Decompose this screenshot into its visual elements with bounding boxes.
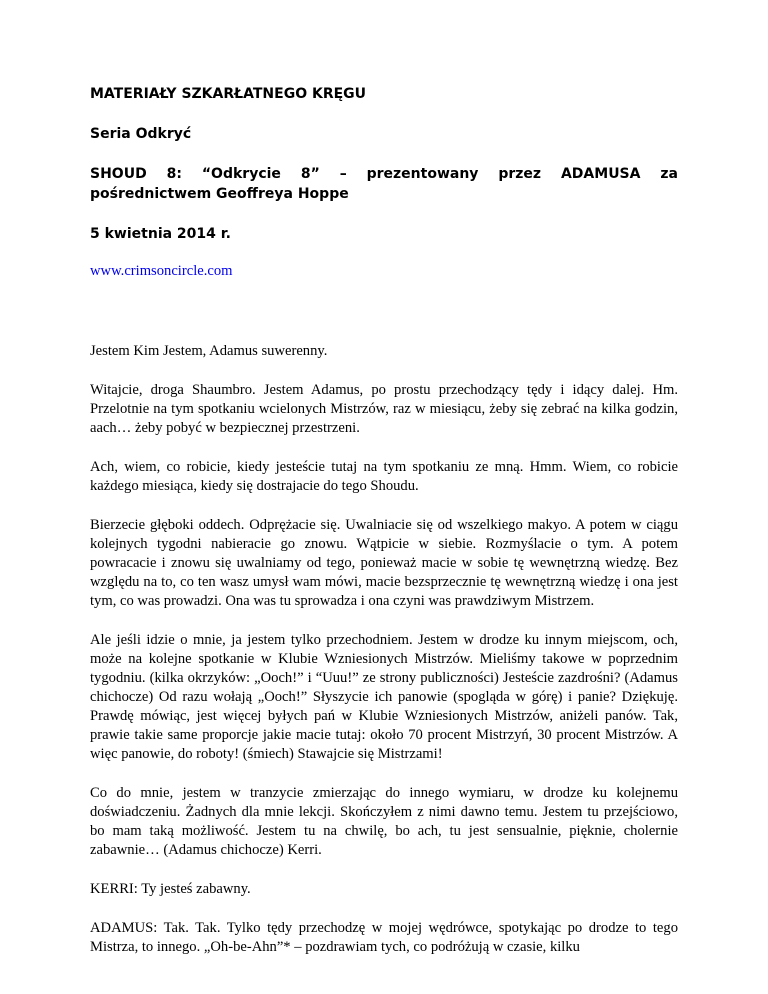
paragraph: Bierzecie głęboki oddech. Odprężacie się. Uwalniacie się od wszelkiego makyo. A potem w ciągu kolejnych tygodni nabieracie go znowu. Wątpicie w siebie. Rozmyślacie o tym. A potem powracacie i znowu się uwalniamy od tego, ponieważ macie w sobie tę wewnętrzną wiedzę. Bez względu na to, co ten wasz umysł wam mówi, macie bezsprzecznie tę wewnętrzną wiedzę i ona jest tym, co was prowadzi. Ona was tu sprowadza i ona czyni was prawdziwym Mistrzem. <box>90 517 678 609</box>
paragraph: KERRI: Ty jesteś zabawny. <box>90 881 251 897</box>
paragraph: ADAMUS: Tak. Tak. Tylko tędy przechodzę w mojej wędrówce, spotykając po drodze to tego Mistrza, to innego. „Oh-be-Ahn”* – pozdrawiam tych, co podróżują w czasie, kilku <box>90 920 678 955</box>
website-link[interactable]: www.crimsoncircle.com <box>90 263 233 279</box>
paragraph: Ale jeśli idzie o mnie, ja jestem tylko przechodniem. Jestem w drodze ku innym miejscom, och, może na kolejne spotkanie w Klubie Wzniesionych Mistrzów. Mieliśmy takowe w poprzednim tygodniu. (kilka okrzyków: „Ooch!” i “Uuu!” ze strony publiczności) Jesteście zazdrośni? (Adamus chichocze) Od razu wołają „Ooch!” Słyszycie ich panowie (spogląda w górę) i panie? Dziękuję. Prawdę mówiąc, jest więcej byłych pań w Klubie Wzniesionych Mistrzów, aniżeli panów. Tak, prawie takie same proporcje jakie macie tutaj: około 70 procent Mistrzyń, 30 procent Mistrzów. A więc panowie, do roboty! (śmiech) Stawajcie się Mistrzami! <box>90 632 678 762</box>
paragraph: Witajcie, droga Shaumbro. Jestem Adamus, po prostu przechodzący tędy i idący dalej. Hm. Przelotnie na tym spotkaniu wcielonych Mistrzów, raz w miesiącu, żeby się zebrać na kilka godzin, aach… żeby pobyć w bezpiecznej przestrzeni. <box>90 382 678 436</box>
series-subtitle: Seria Odkryć <box>90 126 192 142</box>
document-page <box>90 84 678 977</box>
series-title: MATERIAŁY SZKARŁATNEGO KRĘGU <box>90 86 367 102</box>
shoud-title: SHOUD 8: “Odkrycie 8” – prezentowany przez ADAMUSA za pośrednictwem Geoffreya Hoppe <box>90 166 678 202</box>
paragraph: Ach, wiem, co robicie, kiedy jesteście tutaj na tym spotkaniu ze mną. Hmm. Wiem, co robicie każdego miesiąca, kiedy się dostrajacie do tego Shoudu. <box>90 459 678 494</box>
paragraph: Jestem Kim Jestem, Adamus suwerenny. <box>90 343 328 359</box>
paragraph: Co do mnie, jestem w tranzycie zmierzając do innego wymiaru, w drodze ku kolejnemu doświadczeniu. Żadnych dla mnie lekcji. Skończyłem z nimi dawno temu. Jestem tu przejściowo, bo mam taką możliwość. Jestem tu na chwilę, bo ach, tu jest sensualnie, pięknie, cholernie zabawnie… (Adamus chichocze) Kerri. <box>90 785 678 858</box>
document-date: 5 kwietnia 2014 r. <box>90 226 231 242</box>
